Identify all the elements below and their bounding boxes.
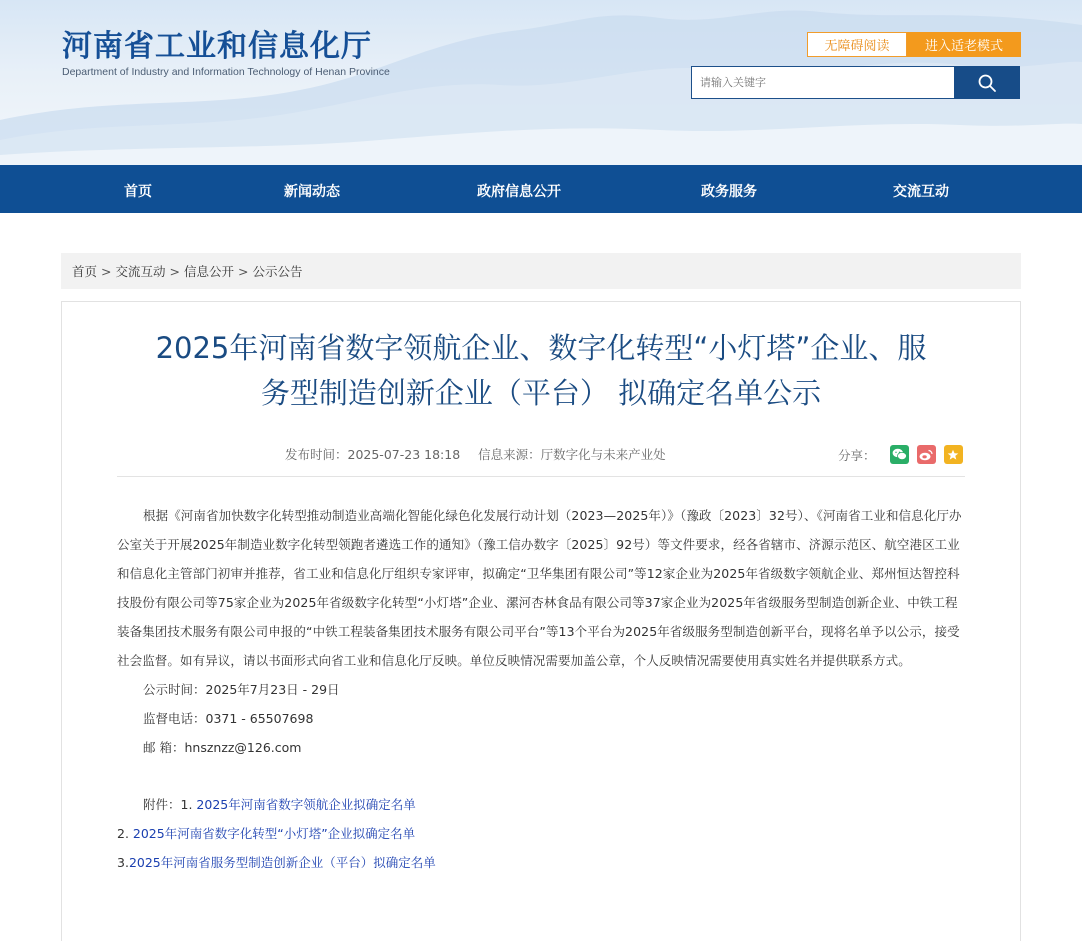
nav-item-news[interactable]: 新闻动态 — [284, 184, 340, 200]
share-label: 分享： — [838, 447, 876, 463]
breadcrumb-info-public[interactable]: 信息公开 — [184, 264, 235, 279]
share-bar — [838, 445, 971, 464]
breadcrumb-announcements[interactable]: 公示公告 — [252, 264, 303, 279]
attachment-1 — [117, 790, 967, 819]
breadcrumb-home[interactable]: 首页 — [72, 264, 98, 279]
meta-divider — [117, 476, 965, 477]
attachments-prefix: 附件： — [143, 797, 181, 812]
attachment-3 — [117, 848, 967, 877]
site-header — [0, 0, 1082, 165]
nav-item-interaction[interactable]: 交流互动 — [893, 184, 949, 200]
breadcrumb-separator: > — [238, 263, 249, 279]
search-icon — [977, 73, 997, 93]
search-bar — [691, 66, 1020, 99]
article-paragraph: 根据《河南省加快数字化转型推动制造业高端化智能化绿色化发展行动计划（2023—2025年）》（豫政〔2023〕32号）、《河南省工业和信息化厅办公室关于开展2025年制造业数字化转型领跑者遴选工作的通知》（豫工信办数字〔2025〕92号）等文件要求，经各省辖市、济源示范区、航空港区工业和信息化主管部门初审并推荐，省工业和信息化厅组织专家评审，拟确定“卫华集团有限公司”等12家企业为2025年省级数字领航企业、郑州恒达智控科技股份有限公司等75家企业为2025年省级数字化转型“小灯塔”企业、漯河杏林食品有限公司等37家企业为2025年省级服务型制造创新企业、中铁工程装备集团技术服务有限公司申报的“中铁工程装备集团技术服务有限公司平台”等13个平台为2025年省级服务型制造创新平台，现将名单予以公示，接受社会监督。如有异议，请以书面形式向省工业和信息化厅反映。单位反映情况需要加盖公章，个人反映情况需要使用真实姓名并提供联系方式。 — [117, 508, 962, 668]
attachment-2 — [117, 819, 967, 848]
attachment-3-number: 3. — [117, 855, 129, 870]
attachment-2-number: 2. — [117, 826, 133, 841]
nav-item-home[interactable]: 首页 — [124, 184, 152, 200]
logo-chinese-name: 河南省工业和信息化厅 — [62, 29, 372, 64]
top-buttons — [807, 32, 1021, 57]
article-body — [117, 501, 967, 877]
search-input[interactable] — [691, 66, 954, 99]
publish-time: 发布时间：2025-07-23 18:18 — [285, 447, 461, 462]
site-logo[interactable] — [62, 30, 390, 78]
article-title-line1: 2025年河南省数字领航企业、数字化转型“小灯塔”企业、服 — [155, 331, 927, 365]
nav-item-services[interactable]: 政务服务 — [701, 184, 757, 200]
contact-email: 邮 箱：hnsznzz@126.com — [143, 740, 302, 755]
breadcrumb — [61, 253, 1021, 289]
elder-mode-button[interactable]: 进入适老模式 — [907, 32, 1021, 57]
article-title — [82, 326, 1000, 416]
attachment-1-link[interactable]: 2025年河南省数字领航企业拟确定名单 — [196, 797, 416, 812]
article-container — [61, 301, 1021, 941]
wechat-icon[interactable] — [890, 445, 909, 464]
accessibility-button[interactable]: 无障碍阅读 — [807, 32, 907, 57]
weibo-icon[interactable] — [917, 445, 936, 464]
breadcrumb-separator: > — [101, 263, 112, 279]
breadcrumb-interaction[interactable]: 交流互动 — [115, 264, 166, 279]
supervision-phone: 监督电话：0371 - 65507698 — [143, 711, 314, 726]
article-title-line2: 务型制造创新企业（平台） 拟确定名单公示 — [260, 376, 822, 410]
favorite-icon[interactable] — [944, 445, 963, 464]
attachment-1-number: 1. — [180, 797, 197, 812]
breadcrumb-separator: > — [169, 263, 180, 279]
announcement-period: 公示时间：2025年7月23日 - 29日 — [143, 682, 340, 697]
nav-item-gov-info[interactable]: 政府信息公开 — [477, 184, 561, 200]
attachment-3-link[interactable]: 2025年河南省服务型制造创新企业（平台）拟确定名单 — [128, 855, 436, 870]
attachment-2-link[interactable]: 2025年河南省数字化转型“小灯塔”企业拟确定名单 — [132, 826, 416, 841]
logo-english-name: Department of Industry and Information Technology of Henan Province — [62, 66, 390, 78]
info-source: 信息来源：厅数字化与未来产业处 — [478, 447, 666, 462]
article-meta — [62, 445, 1020, 465]
search-button[interactable] — [954, 66, 1020, 99]
